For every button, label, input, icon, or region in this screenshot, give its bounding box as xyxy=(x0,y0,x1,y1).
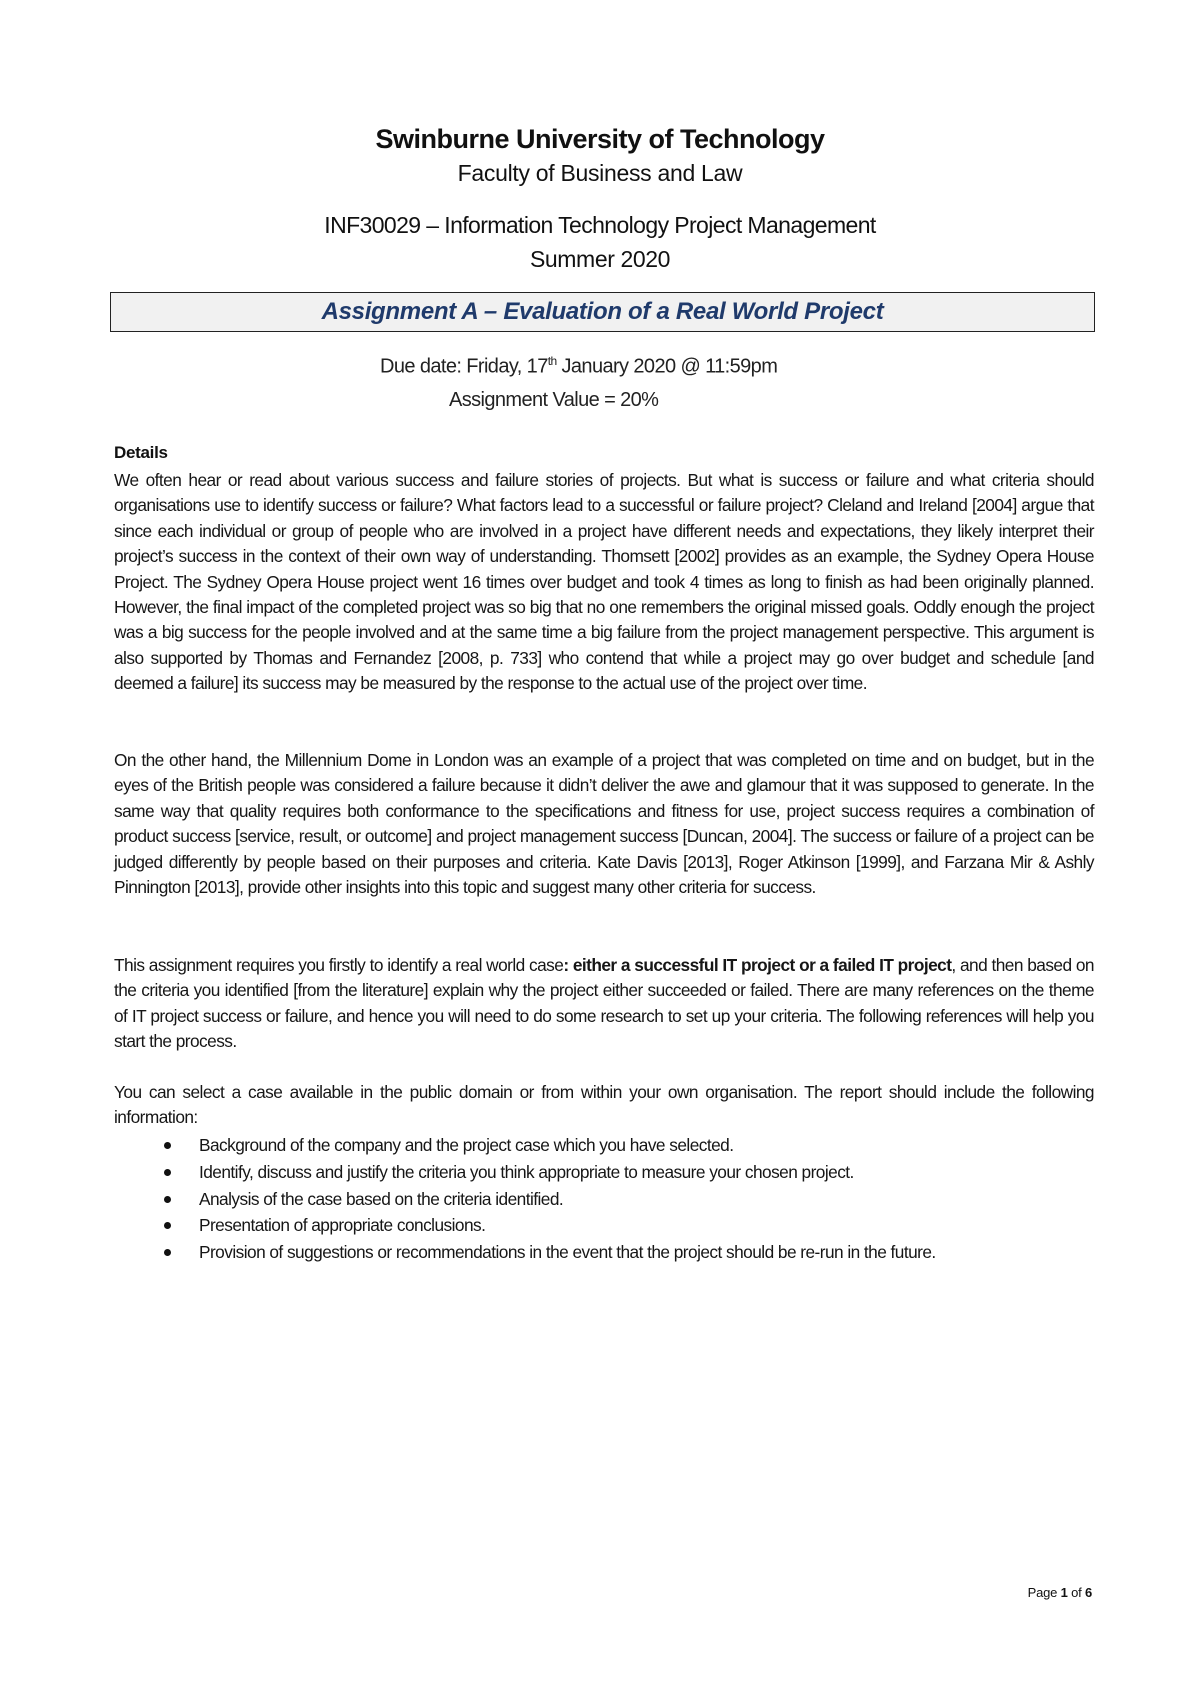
list-item-text: Identify, discuss and justify the criteria you think appropriate to measure your chosen project. xyxy=(199,1161,854,1182)
list-item xyxy=(160,1186,1060,1213)
university-title: Swinburne University of Technology xyxy=(375,124,825,154)
list-item xyxy=(160,1212,1060,1239)
assignment-title-box xyxy=(110,292,1095,332)
list-item-text: Presentation of appropriate conclusions. xyxy=(199,1215,486,1236)
page-total: 6 xyxy=(1084,1585,1092,1600)
assignment-title: Assignment A – Evaluation of a Real World Project xyxy=(321,298,884,325)
semester-label: Summer 2020 xyxy=(529,246,671,272)
list-item-text: Analysis of the case based on the criteria identified. xyxy=(199,1188,564,1209)
bullet-icon xyxy=(164,1196,171,1203)
list-item xyxy=(160,1239,1060,1266)
page-number xyxy=(1028,1585,1092,1600)
paragraph-1: We often hear or read about various success and failure stories of projects. But what is success or failure and what criteria should organisations use to identify success or failure? What factors lead to a successful or failure project? Cleland and Ireland [2004] argue that since each individual or group of people who are involved in a project have different needs and expectations, they likely interpret their project’s success in the context of their own way of understanding. Thomsett [2002] provides as an example, the Sydney Opera House Project. The Sydney Opera House project went 16 times over budget and took 4 times as long to finish as had been originally planned. However, the final impact of the completed project was so big that no one remembers the original missed goals. Oddly enough the project was a big success for the people involved and at the same time a big failure from the project management perspective. This argument is also supported by Thomas and Fernandez [2008, p. 733] who contend that while a project may go over budget and schedule [and deemed a failure] its success may be measured by the response to the actual use of the project over time. xyxy=(114,470,1094,694)
paragraph-3-prefix: This assignment requires you firstly to identify a real world case xyxy=(114,955,564,975)
paragraph-2: On the other hand, the Millennium Dome in London was an example of a project that was completed on time and on budget, but in the eyes of the British people was considered a failure because it didn’t deliver the awe and glamour that it was supposed to generate. In the same way that quality requires both conformance to the specifications and fitness for use, project success requires a combination of product success [service, result, or outcome] and project management success [Duncan, 2004]. The success or failure of a project can be judged differently by people based on their purposes and criteria. Kate Davis [2013], Roger Atkinson [1999], and Farzana Mir & Ashly Pinnington [2013], provide other insights into this topic and suggest many other criteria for success. xyxy=(114,750,1094,898)
list-item-text: Background of the company and the project case which you have selected. xyxy=(199,1135,734,1155)
report-requirements-list xyxy=(160,1132,1060,1266)
paragraph-3 xyxy=(114,953,1094,1055)
bullet-icon xyxy=(164,1249,171,1256)
bullet-icon xyxy=(164,1142,171,1149)
faculty-name: Faculty of Business and Law xyxy=(457,160,743,186)
list-item xyxy=(160,1159,1060,1186)
page-current: 1 xyxy=(1060,1585,1068,1600)
list-item xyxy=(160,1132,1060,1159)
due-date xyxy=(380,354,777,379)
unit-title: INF30029 – Information Technology Project Management xyxy=(324,212,876,238)
bullet-icon xyxy=(164,1169,171,1176)
due-date-superscript: th xyxy=(547,354,557,368)
due-date-suffix: January 2020 @ 11:59pm xyxy=(556,355,778,378)
paragraph-4: You can select a case available in the public domain or from within your own organisation. The report should include the following information: xyxy=(114,1082,1094,1128)
details-heading: Details xyxy=(114,443,168,462)
bullet-icon xyxy=(164,1222,171,1229)
page-label: Page xyxy=(1027,1585,1058,1600)
page-of: of xyxy=(1071,1585,1082,1600)
assignment-value: Assignment Value = 20% xyxy=(449,389,659,411)
due-date-prefix: Due date: Friday, 17 xyxy=(380,355,548,378)
paragraph-3-emphasis: : either a successful IT project or a failed IT project xyxy=(563,955,952,975)
list-item-text: Provision of suggestions or recommendations in the event that the project should be re-run in the future. xyxy=(199,1242,936,1263)
paragraph-3-suffix: , and then based on the criteria you identified [from the literature] explain why the project either succeeded or failed. There are many references on the theme of IT project success or failure, and hence you will need to do some research to set up your criteria. The following references will help you start the process. xyxy=(114,955,1094,1052)
